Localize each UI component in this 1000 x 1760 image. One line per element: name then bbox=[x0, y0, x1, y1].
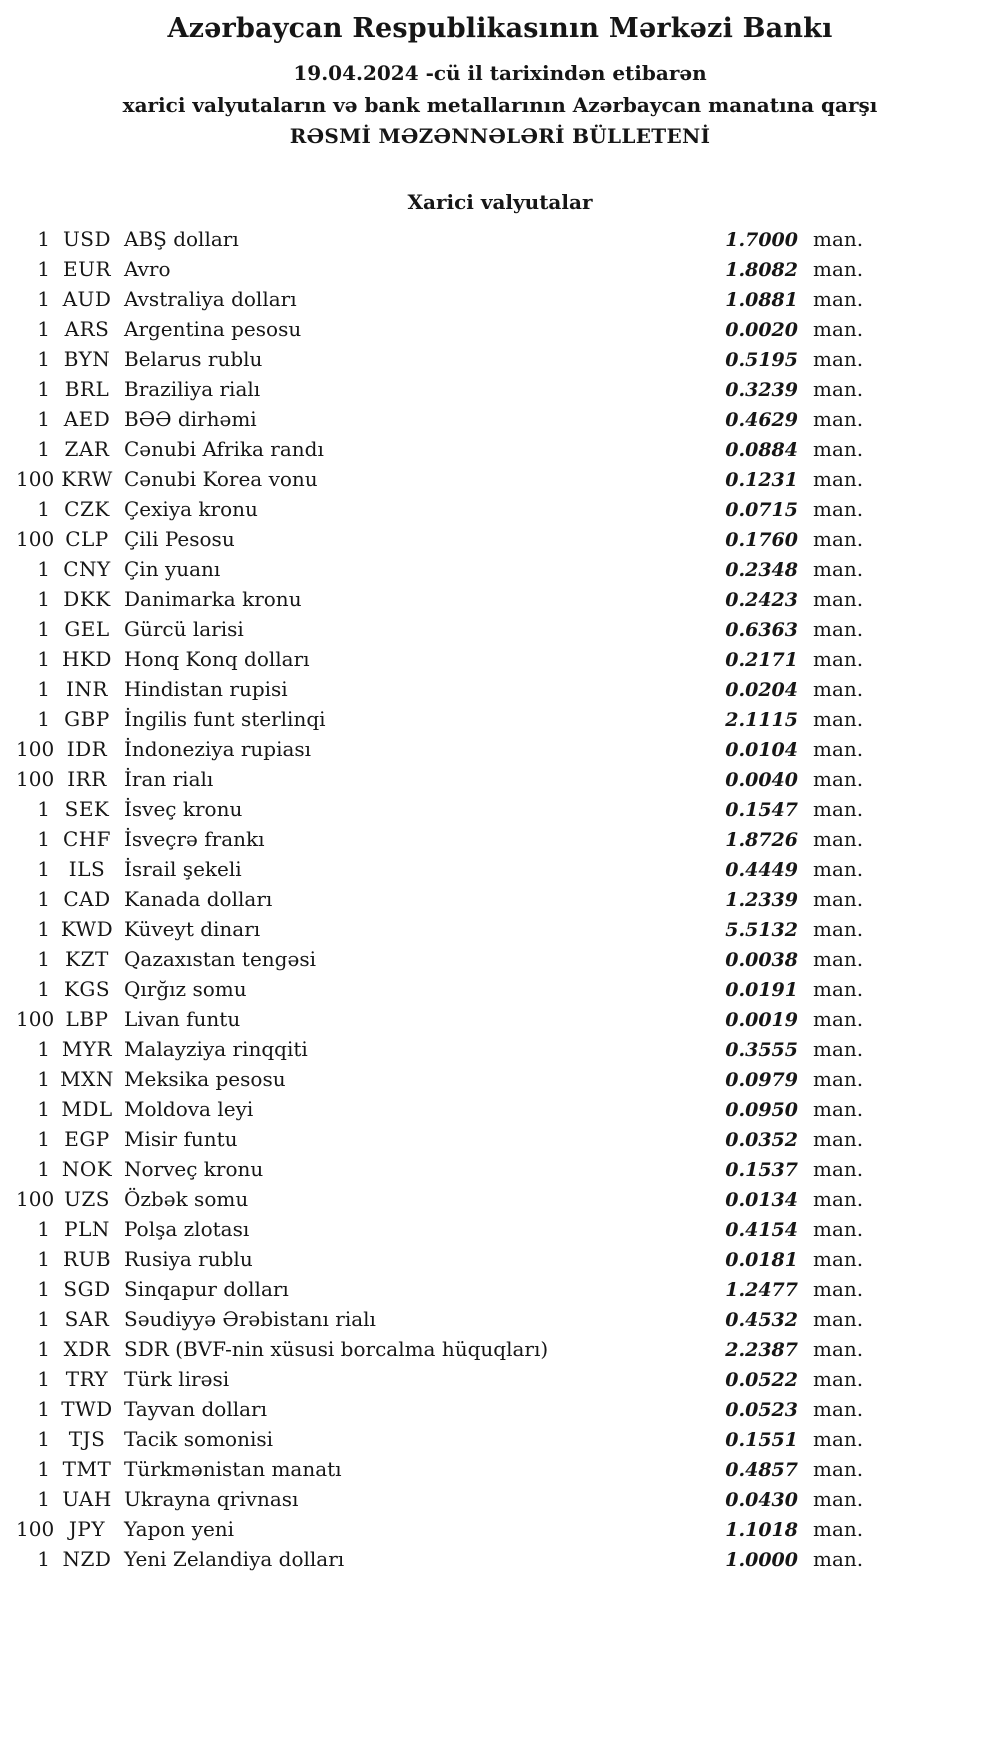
row-quantity: 1 bbox=[37, 1427, 50, 1451]
row-quantity: 1 bbox=[37, 677, 50, 701]
row-currency-code: GEL bbox=[64, 617, 110, 641]
row-unit-label: man. bbox=[813, 1487, 864, 1511]
table-row bbox=[16, 1484, 876, 1514]
row-quantity: 1 bbox=[37, 1037, 50, 1061]
row-quantity: 1 bbox=[37, 977, 50, 1001]
row-currency-code: TWD bbox=[61, 1397, 113, 1421]
row-currency-name: İsveçrə frankı bbox=[124, 827, 265, 851]
table-row bbox=[16, 494, 876, 524]
row-currency-code: ZAR bbox=[64, 437, 110, 461]
table-row bbox=[16, 254, 876, 284]
row-currency-code: USD bbox=[62, 227, 112, 251]
table-row bbox=[16, 1424, 876, 1454]
row-rate: 0.0430 bbox=[725, 1489, 798, 1511]
row-currency-name: Misir funtu bbox=[124, 1127, 238, 1151]
row-currency-name: Moldova leyi bbox=[124, 1097, 254, 1121]
row-currency-code: IDR bbox=[66, 737, 108, 761]
row-currency-code: MDL bbox=[61, 1097, 113, 1121]
table-row bbox=[16, 1394, 876, 1424]
row-unit-label: man. bbox=[813, 1457, 864, 1481]
row-rate: 0.4857 bbox=[725, 1459, 798, 1481]
row-unit-label: man. bbox=[813, 1127, 864, 1151]
row-currency-code: CHF bbox=[62, 827, 112, 851]
row-unit-label: man. bbox=[813, 437, 864, 461]
table-row bbox=[16, 674, 876, 704]
row-rate: 0.2171 bbox=[725, 649, 798, 671]
row-currency-name: Ukrayna qrivnası bbox=[124, 1487, 299, 1511]
row-unit-label: man. bbox=[813, 1337, 864, 1361]
row-unit-label: man. bbox=[813, 887, 864, 911]
row-rate: 0.3555 bbox=[725, 1039, 798, 1061]
row-quantity: 1 bbox=[37, 497, 50, 521]
row-currency-name: Səudiyyə Ərəbistanı rialı bbox=[124, 1307, 376, 1331]
row-currency-code: PLN bbox=[64, 1217, 110, 1241]
row-unit-label: man. bbox=[813, 347, 864, 371]
row-currency-code: ILS bbox=[68, 857, 106, 881]
row-unit-label: man. bbox=[813, 1037, 864, 1061]
row-unit-label: man. bbox=[813, 287, 864, 311]
table-row bbox=[16, 1094, 876, 1124]
row-rate: 0.2423 bbox=[725, 589, 798, 611]
row-unit-label: man. bbox=[813, 1427, 864, 1451]
table-row bbox=[16, 824, 876, 854]
row-currency-code: AED bbox=[63, 407, 111, 431]
row-currency-code: UAH bbox=[62, 1487, 112, 1511]
row-currency-name: Rusiya rublu bbox=[124, 1247, 253, 1271]
row-quantity: 1 bbox=[37, 1367, 50, 1391]
row-currency-code: HKD bbox=[62, 647, 112, 671]
row-quantity: 1 bbox=[37, 1247, 50, 1271]
row-rate: 1.8082 bbox=[725, 259, 798, 281]
row-unit-label: man. bbox=[813, 557, 864, 581]
table-row bbox=[16, 1214, 876, 1244]
row-currency-name: Kanada dolları bbox=[124, 887, 273, 911]
row-currency-name: Hindistan rupisi bbox=[124, 677, 288, 701]
table-row bbox=[16, 734, 876, 764]
bulletin-title: RƏSMİ MƏZƏNNƏLƏRİ BÜLLETENİ bbox=[289, 124, 711, 148]
table-row bbox=[16, 464, 876, 494]
row-quantity: 1 bbox=[37, 1097, 50, 1121]
row-unit-label: man. bbox=[813, 1007, 864, 1031]
row-quantity: 1 bbox=[37, 347, 50, 371]
row-quantity: 100 bbox=[16, 527, 55, 551]
row-currency-code: JPY bbox=[68, 1517, 106, 1541]
table-row bbox=[16, 1004, 876, 1034]
row-rate: 0.0134 bbox=[725, 1189, 798, 1211]
row-quantity: 100 bbox=[16, 1517, 55, 1541]
row-currency-name: İsveç kronu bbox=[124, 797, 243, 821]
document-subtitle: xarici valyutaların və bank metallarının Azərbaycan manatına qarşı bbox=[122, 93, 878, 117]
row-currency-code: CNY bbox=[63, 557, 111, 581]
row-rate: 0.4532 bbox=[725, 1309, 798, 1331]
row-rate: 0.0204 bbox=[725, 679, 798, 701]
row-rate: 0.4449 bbox=[725, 859, 798, 881]
row-rate: 0.0352 bbox=[725, 1129, 798, 1151]
row-unit-label: man. bbox=[813, 1217, 864, 1241]
row-rate: 0.1231 bbox=[725, 469, 798, 491]
row-unit-label: man. bbox=[813, 527, 864, 551]
row-unit-label: man. bbox=[813, 1277, 864, 1301]
row-currency-code: TJS bbox=[68, 1427, 106, 1451]
table-row bbox=[16, 764, 876, 794]
row-unit-label: man. bbox=[813, 827, 864, 851]
row-currency-code: ARS bbox=[64, 317, 110, 341]
row-currency-code: SEK bbox=[64, 797, 110, 821]
row-rate: 0.0523 bbox=[725, 1399, 798, 1421]
row-currency-name: Özbək somu bbox=[124, 1187, 249, 1211]
row-currency-name: Türkmənistan manatı bbox=[124, 1457, 342, 1481]
rates-table-body bbox=[16, 224, 876, 1574]
row-currency-code: KRW bbox=[61, 467, 113, 491]
row-quantity: 1 bbox=[37, 257, 50, 281]
row-quantity: 1 bbox=[37, 827, 50, 851]
row-unit-label: man. bbox=[813, 1397, 864, 1421]
row-quantity: 1 bbox=[37, 1277, 50, 1301]
table-row bbox=[16, 1154, 876, 1184]
row-quantity: 1 bbox=[37, 437, 50, 461]
row-currency-name: Yapon yeni bbox=[124, 1517, 235, 1541]
row-quantity: 1 bbox=[37, 1457, 50, 1481]
row-rate: 0.1551 bbox=[725, 1429, 798, 1451]
table-row bbox=[16, 1334, 876, 1364]
table-row bbox=[16, 854, 876, 884]
table-row bbox=[16, 1244, 876, 1274]
row-quantity: 1 bbox=[37, 797, 50, 821]
row-currency-name: Honq Konq dolları bbox=[124, 647, 310, 671]
row-currency-code: KZT bbox=[65, 947, 109, 971]
row-currency-name: SDR (BVF-nin xüsusi borcalma hüquqları) bbox=[124, 1337, 549, 1361]
row-rate: 0.0181 bbox=[725, 1249, 798, 1271]
row-rate: 0.0040 bbox=[725, 769, 798, 791]
row-currency-name: Qazaxıstan tengəsi bbox=[124, 947, 316, 971]
row-rate: 0.0979 bbox=[725, 1069, 798, 1091]
row-currency-code: BYN bbox=[63, 347, 111, 371]
table-row bbox=[16, 1034, 876, 1064]
row-currency-code: NZD bbox=[62, 1547, 112, 1571]
row-currency-name: Sinqapur dolları bbox=[124, 1277, 289, 1301]
row-currency-name: Livan funtu bbox=[124, 1007, 241, 1031]
row-unit-label: man. bbox=[813, 797, 864, 821]
row-unit-label: man. bbox=[813, 1157, 864, 1181]
row-currency-name: İran rialı bbox=[124, 767, 214, 791]
row-quantity: 100 bbox=[16, 737, 55, 761]
row-currency-code: IRR bbox=[67, 767, 107, 791]
row-currency-name: BƏƏ dirhəmi bbox=[124, 407, 257, 431]
row-currency-code: LBP bbox=[65, 1007, 109, 1031]
row-rate: 0.0950 bbox=[725, 1099, 798, 1121]
row-currency-code: EUR bbox=[62, 257, 111, 281]
row-rate: 1.2339 bbox=[725, 889, 798, 911]
row-unit-label: man. bbox=[813, 1367, 864, 1391]
row-currency-code: TMT bbox=[62, 1457, 112, 1481]
row-unit-label: man. bbox=[813, 377, 864, 401]
row-quantity: 1 bbox=[37, 1337, 50, 1361]
row-rate: 1.1018 bbox=[725, 1519, 798, 1541]
table-row bbox=[16, 404, 876, 434]
row-quantity: 1 bbox=[37, 227, 50, 251]
row-rate: 0.5195 bbox=[725, 349, 798, 371]
row-quantity: 1 bbox=[37, 1547, 50, 1571]
row-unit-label: man. bbox=[813, 647, 864, 671]
row-unit-label: man. bbox=[813, 257, 864, 281]
row-rate: 0.3239 bbox=[725, 379, 798, 401]
row-quantity: 100 bbox=[16, 1187, 55, 1211]
row-currency-code: SAR bbox=[64, 1307, 110, 1331]
row-unit-label: man. bbox=[813, 737, 864, 761]
row-quantity: 1 bbox=[37, 857, 50, 881]
table-row bbox=[16, 1184, 876, 1214]
row-rate: 0.0020 bbox=[725, 319, 798, 341]
row-quantity: 1 bbox=[37, 1217, 50, 1241]
row-currency-name: Qırğız somu bbox=[124, 977, 247, 1001]
section-title-foreign-currencies: Xarici valyutalar bbox=[407, 190, 593, 214]
row-quantity: 1 bbox=[37, 287, 50, 311]
row-unit-label: man. bbox=[813, 707, 864, 731]
row-currency-name: Belarus rublu bbox=[124, 347, 263, 371]
row-rate: 0.4629 bbox=[725, 409, 798, 431]
row-rate: 0.1547 bbox=[725, 799, 798, 821]
row-currency-name: Argentina pesosu bbox=[124, 317, 302, 341]
row-rate: 1.2477 bbox=[725, 1279, 798, 1301]
row-currency-name: Polşa zlotası bbox=[124, 1217, 250, 1241]
row-currency-code: XDR bbox=[63, 1337, 111, 1361]
row-unit-label: man. bbox=[813, 587, 864, 611]
row-quantity: 1 bbox=[37, 1307, 50, 1331]
row-rate: 0.4154 bbox=[725, 1219, 798, 1241]
table-row bbox=[16, 1544, 876, 1574]
row-rate: 0.0191 bbox=[725, 979, 798, 1001]
row-currency-name: Malayziya rinqqiti bbox=[124, 1037, 308, 1061]
table-row bbox=[16, 914, 876, 944]
row-currency-name: Tayvan dolları bbox=[124, 1397, 267, 1421]
row-currency-code: BRL bbox=[64, 377, 110, 401]
row-quantity: 100 bbox=[16, 767, 55, 791]
row-rate: 0.0715 bbox=[725, 499, 798, 521]
row-currency-code: AUD bbox=[62, 287, 112, 311]
row-currency-code: CZK bbox=[64, 497, 110, 521]
row-rate: 0.0522 bbox=[725, 1369, 798, 1391]
row-unit-label: man. bbox=[813, 677, 864, 701]
table-row bbox=[16, 284, 876, 314]
row-rate: 2.2387 bbox=[725, 1339, 798, 1361]
row-quantity: 1 bbox=[37, 557, 50, 581]
row-quantity: 1 bbox=[37, 1397, 50, 1421]
row-currency-code: CLP bbox=[65, 527, 109, 551]
row-rate: 1.0000 bbox=[725, 1549, 798, 1571]
row-unit-label: man. bbox=[813, 1097, 864, 1121]
row-rate: 0.0019 bbox=[725, 1009, 798, 1031]
row-quantity: 1 bbox=[37, 1157, 50, 1181]
row-quantity: 1 bbox=[37, 947, 50, 971]
row-currency-code: MXN bbox=[60, 1067, 114, 1091]
row-rate: 0.1537 bbox=[725, 1159, 798, 1181]
row-currency-code: INR bbox=[66, 677, 108, 701]
row-quantity: 1 bbox=[37, 917, 50, 941]
row-rate: 0.6363 bbox=[725, 619, 798, 641]
row-unit-label: man. bbox=[813, 1547, 864, 1571]
row-unit-label: man. bbox=[813, 1307, 864, 1331]
table-row bbox=[16, 1064, 876, 1094]
row-currency-name: Çin yuanı bbox=[124, 557, 221, 581]
table-row bbox=[16, 644, 876, 674]
row-rate: 0.2348 bbox=[725, 559, 798, 581]
table-row bbox=[16, 1454, 876, 1484]
table-row bbox=[16, 1364, 876, 1394]
row-currency-name: Çexiya kronu bbox=[124, 497, 258, 521]
table-row bbox=[16, 1304, 876, 1334]
row-quantity: 1 bbox=[37, 1127, 50, 1151]
row-unit-label: man. bbox=[813, 947, 864, 971]
row-currency-code: MYR bbox=[61, 1037, 113, 1061]
row-currency-code: KGS bbox=[63, 977, 111, 1001]
row-quantity: 1 bbox=[37, 407, 50, 431]
row-currency-name: İngilis funt sterlinqi bbox=[124, 707, 326, 731]
row-rate: 0.0038 bbox=[725, 949, 798, 971]
row-currency-name: Türk lirəsi bbox=[124, 1367, 230, 1391]
row-unit-label: man. bbox=[813, 1247, 864, 1271]
table-row bbox=[16, 344, 876, 374]
table-row bbox=[16, 584, 876, 614]
table-row bbox=[16, 614, 876, 644]
table-row bbox=[16, 374, 876, 404]
row-unit-label: man. bbox=[813, 617, 864, 641]
row-currency-name: Yeni Zelandiya dolları bbox=[124, 1547, 345, 1571]
row-quantity: 1 bbox=[37, 1067, 50, 1091]
table-row bbox=[16, 314, 876, 344]
row-unit-label: man. bbox=[813, 407, 864, 431]
table-row bbox=[16, 524, 876, 554]
row-quantity: 1 bbox=[37, 887, 50, 911]
row-currency-name: İsrail şekeli bbox=[124, 857, 242, 881]
row-rate: 5.5132 bbox=[725, 919, 798, 941]
row-currency-name: Cənubi Afrika randı bbox=[124, 437, 324, 461]
row-unit-label: man. bbox=[813, 227, 864, 251]
table-row bbox=[16, 794, 876, 824]
row-currency-name: Tacik somonisi bbox=[124, 1427, 274, 1451]
row-currency-name: Cənubi Korea vonu bbox=[124, 467, 318, 491]
row-quantity: 100 bbox=[16, 467, 55, 491]
row-currency-code: TRY bbox=[65, 1367, 109, 1391]
table-row bbox=[16, 224, 876, 254]
row-rate: 0.0104 bbox=[725, 739, 798, 761]
row-unit-label: man. bbox=[813, 497, 864, 521]
row-rate: 0.1760 bbox=[725, 529, 798, 551]
row-currency-name: Meksika pesosu bbox=[124, 1067, 286, 1091]
table-row bbox=[16, 704, 876, 734]
row-currency-name: Avro bbox=[124, 257, 171, 281]
row-quantity: 1 bbox=[37, 647, 50, 671]
row-currency-name: ABŞ dolları bbox=[124, 227, 239, 251]
row-currency-name: Norveç kronu bbox=[124, 1157, 264, 1181]
table-row bbox=[16, 944, 876, 974]
table-row bbox=[16, 974, 876, 1004]
row-currency-name: Küveyt dinarı bbox=[124, 917, 261, 941]
row-rate: 1.7000 bbox=[725, 229, 798, 251]
row-quantity: 1 bbox=[37, 707, 50, 731]
row-currency-code: NOK bbox=[61, 1157, 113, 1181]
row-currency-code: CAD bbox=[63, 887, 111, 911]
row-unit-label: man. bbox=[813, 317, 864, 341]
row-quantity: 100 bbox=[16, 1007, 55, 1031]
row-currency-code: EGP bbox=[64, 1127, 110, 1151]
row-quantity: 1 bbox=[37, 1487, 50, 1511]
row-unit-label: man. bbox=[813, 1517, 864, 1541]
row-currency-name: Danimarka kronu bbox=[124, 587, 302, 611]
row-rate: 2.1115 bbox=[725, 709, 798, 731]
row-quantity: 1 bbox=[37, 317, 50, 341]
table-row bbox=[16, 1124, 876, 1154]
row-currency-code: UZS bbox=[64, 1187, 110, 1211]
row-rate: 0.0884 bbox=[725, 439, 798, 461]
row-currency-code: DKK bbox=[63, 587, 111, 611]
table-row bbox=[16, 1514, 876, 1544]
row-currency-name: Avstraliya dolları bbox=[124, 287, 297, 311]
row-unit-label: man. bbox=[813, 917, 864, 941]
row-unit-label: man. bbox=[813, 1187, 864, 1211]
row-currency-name: Braziliya rialı bbox=[124, 377, 261, 401]
table-row bbox=[16, 1274, 876, 1304]
row-quantity: 1 bbox=[37, 587, 50, 611]
row-currency-name: Gürcü larisi bbox=[124, 617, 244, 641]
row-quantity: 1 bbox=[37, 617, 50, 641]
effective-date-line: 19.04.2024 -cü il tarixindən etibarən bbox=[293, 61, 707, 85]
row-currency-name: İndoneziya rupiası bbox=[124, 737, 312, 761]
row-unit-label: man. bbox=[813, 467, 864, 491]
page-title: Azərbaycan Respublikasının Mərkəzi Bankı bbox=[167, 13, 833, 44]
row-rate: 1.0881 bbox=[725, 289, 798, 311]
table-row bbox=[16, 434, 876, 464]
row-unit-label: man. bbox=[813, 1067, 864, 1091]
row-currency-code: RUB bbox=[62, 1247, 112, 1271]
table-row bbox=[16, 554, 876, 584]
row-currency-code: GBP bbox=[64, 707, 110, 731]
table-row bbox=[16, 884, 876, 914]
row-currency-code: KWD bbox=[60, 917, 114, 941]
row-currency-name: Çili Pesosu bbox=[124, 527, 235, 551]
row-unit-label: man. bbox=[813, 977, 864, 1001]
row-rate: 1.8726 bbox=[725, 829, 798, 851]
row-unit-label: man. bbox=[813, 857, 864, 881]
row-currency-code: SGD bbox=[63, 1277, 111, 1301]
row-quantity: 1 bbox=[37, 377, 50, 401]
row-unit-label: man. bbox=[813, 767, 864, 791]
